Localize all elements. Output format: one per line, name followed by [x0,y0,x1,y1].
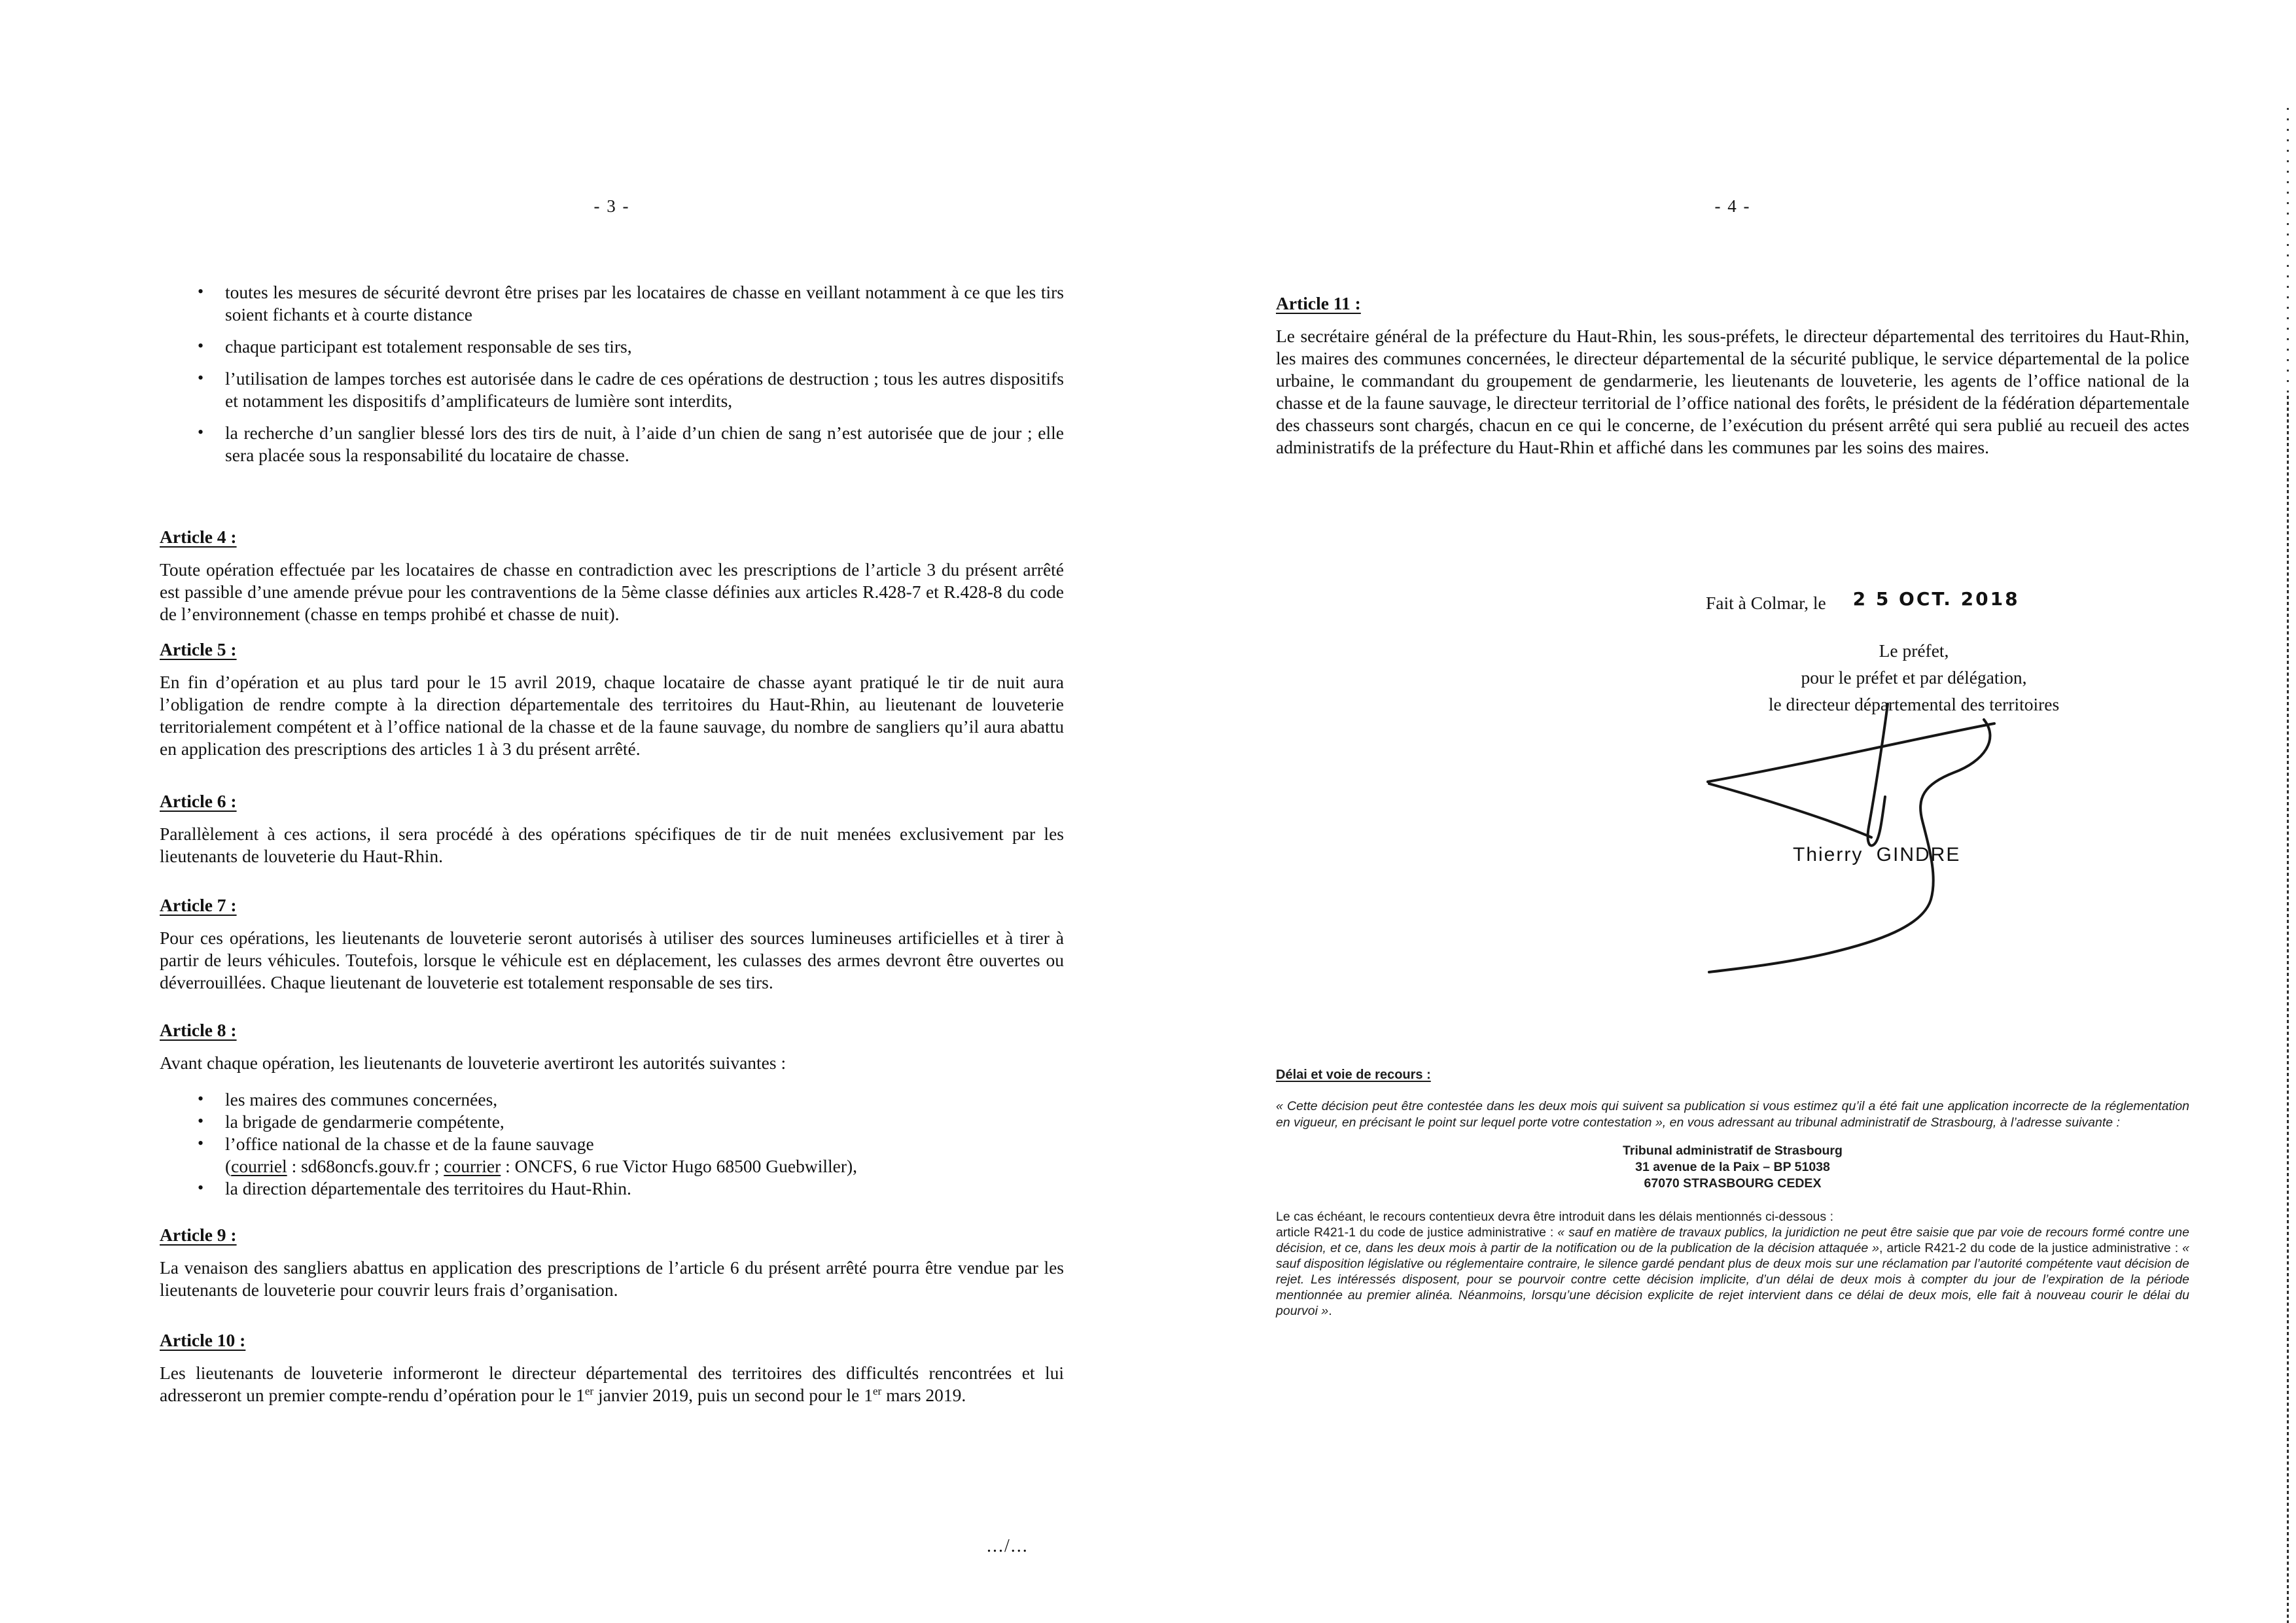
article-8-intro: Avant chaque opération, les lieutenants de louveterie avertiront les autorités suivantes : [160,1053,786,1073]
article-10 [160,1330,1064,1406]
scan-perforation-edge [2287,396,2289,1623]
list-item: • l’utilisation de lampes torches est autorisée dans le cadre de ces opérations de destruction ; tous les autres dispositifs et notamment les dispositifs d’amplificateurs de lumière sont interdits, [160,368,1064,412]
article-6-body: Parallèlement à ces actions, il sera procédé à des opérations spécifiques de tir de nuit menées exclusivement par les lieutenants de louveterie du Haut-Rhin. [160,824,1064,866]
article-5-title: Article 5 : [160,639,237,659]
capacity-line: le directeur départemental des territoires [1768,694,2060,714]
article-10-title: Article 10 : [160,1330,246,1350]
security-measures-list [160,281,1064,476]
list-item: • chaque participant est totalement responsable de ses tirs, [160,336,1064,358]
recours-deadline-intro: Le cas échéant, le recours contentieux devra être introduit dans les délais mentionnés ci-dessous : [1276,1210,1833,1224]
list-item: • les maires des communes concernées, [160,1089,1064,1111]
list-item: • toutes les mesures de sécurité devront être prises par les locataires de chasse en veillant notamment à ce que les tirs soient fichants et à courte distance [160,281,1064,326]
list-item: • la brigade de gendarmerie compétente, [160,1111,1064,1133]
article-8-title: Article 8 : [160,1020,237,1040]
article-5-body: En fin d’opération et au plus tard pour le 15 avril 2019, chaque locataire de chasse ayant pratiqué le tir de nuit aura l’obligation de rendre compte à la direction départementale des territoires du Haut-Rhin, au lieutenant de louveterie territorialement compétent et à l’office national de la chasse et de la faune sauvage, du nombre de sangliers qu’il aura abattu en application des prescriptions des articles 1 à 3 du présent arrêté. [160,672,1064,759]
continuation-mark: .../... [987,1536,1029,1556]
article-4 [160,527,1064,625]
article-9 [160,1225,1064,1301]
recours-heading: Délai et voie de recours : [1276,1068,1431,1082]
article-11 [1276,293,2189,459]
article-7-title: Article 7 : [160,895,237,915]
article-10-body: Les lieutenants de louveterie informeront le directeur départemental des territoires des difficultés rencontrées et lui adresseront un premier compte-rendu d’opération pour le 1er janvier 2019, puis un second pour le 1er mars 2019. [160,1363,1064,1405]
article-8-authorities-list [160,1089,1064,1200]
recours-deadline-text: article R421-1 du code de justice administrative : « sauf en matière de travaux publics, la juridiction ne peut être saisie que par voie de recours formé contre une décision, et ce, dans les deux mois à partir de la notification ou de la publication de la décision attaquée », article R421-2 du code de la justice administrative : « sauf disposition législative ou réglementaire contraire, le silence gardé pendant plus de deux mois sur une réclamation par l’autorité compétente vaut décision de rejet. Les intéressés disposent, pour se pourvoir contre cette décision implicite, d’un délai de deux mois à compter du jour de l’expiration de la période mentionnée au premier alinéa. Néanmoins, lorsqu’une décision explicite de rejet intervient dans ce délai de deux mois, elle fait à nouveau courir le délai du pourvoi ». [1276,1225,2189,1318]
address-line: 67070 STRASBOURG CEDEX [1644,1176,1822,1191]
article-4-body: Toute opération effectuée par les locataires de chasse en contradiction avec les prescriptions de l’article 3 du présent arrêté est passible d’une amende prévue pour les contraventions de la 5ème classe définies aux articles R.428-7 et R.428-8 du code de l’environnement (chasse en temps prohibé et chasse de nuit). [160,559,1064,624]
page-3-number: - 3 - [593,196,630,216]
recours-block [1276,1068,2189,1319]
address-line: 31 avenue de la Paix – BP 51038 [1635,1160,1830,1174]
courrier-label: courrier [444,1156,501,1176]
article-6-title: Article 6 : [160,791,237,811]
article-11-title: Article 11 : [1276,293,1361,313]
article-7-body: Pour ces opérations, les lieutenants de louveterie seront autorisés à utiliser des sources lumineuses artificielles et à tirer à partir de leurs véhicules. Toutefois, lorsque le véhicule est en déplacement, les culasses des armes devront être ouvertes ou déverrouillées. Chaque lieutenant de louveterie est totalement responsable de ses tirs. [160,928,1064,992]
article-5 [160,639,1064,760]
signature-scribble [1701,699,2002,980]
article-6 [160,791,1064,867]
oncfs-contact-line: (courriel : sd68oncfs.gouv.fr ; courrier : ONCFS, 6 rue Victor Hugo 68500 Guebwiller), [225,1156,858,1176]
list-item: • la direction départementale des territoires du Haut-Rhin. [160,1178,1064,1200]
article-11-body: Le secrétaire général de la préfecture du Haut-Rhin, les sous-préfets, le directeur départemental des territoires du Haut-Rhin, les maires des communes concernées, le directeur départemental de la sécurité publique, le service départemental de la police urbaine, le commandant du groupement de gendarmerie, les lieutenants de louveterie, les agents de l’office national de la chasse et de la faune sauvage, le directeur territorial de l’office national des forêts, le président de la fédération départementale des chasseurs sont chargés, chacun en ce qui le concerne, de l’exécution du présent arrêté qui sera publié au recueil des actes administratifs de la préfecture du Haut-Rhin et affiché dans les communes par les soins des maires. [1276,326,2189,457]
list-item: • l’office national de la chasse et de la faune sauvage (courriel : sd68oncfs.gouv.fr ; courrier : ONCFS, 6 rue Victor Hugo 68500 Guebwiller), [160,1133,1064,1178]
courriel-label: courriel [231,1156,287,1176]
capacity-line: pour le préfet et par délégation, [1801,667,2027,688]
article-4-title: Article 4 : [160,527,237,547]
place-date-line [1706,588,2020,614]
article-8 [160,1020,1064,1200]
recours-notice: « Cette décision peut être contestée dans les deux mois qui suivent sa publication si vous estimez qu’il a été fait une application incorrecte de la réglementation en vigueur, en précisant le point sur lequel porte votre contestation », en vous adressant au tribunal administratif de Strasbourg, à l’adresse suivante : [1276,1099,2189,1130]
signatory-name: Thierry GINDRE [1793,844,1961,865]
article-9-title: Article 9 : [160,1225,237,1245]
list-item: • la recherche d’un sanglier blessé lors des tirs de nuit, à l’aide d’un chien de sang n’est autorisée que de jour ; elle sera placée sous la responsabilité du locataire de chasse. [160,422,1064,466]
address-line: Tribunal administratif de Strasbourg [1623,1143,1843,1158]
scan-perforation-edge [2287,108,2289,396]
article-9-body: La venaison des sangliers abattus en application des prescriptions de l’article 6 du présent arrêté pourra être vendue par les lieutenants de louveterie pour couvrir leurs frais d’organisation. [160,1257,1064,1300]
date-stamp: 2 5 OCT. 2018 [1852,588,2020,610]
tribunal-address [1276,1143,2189,1192]
page-4-number: - 4 - [1714,196,1751,216]
article-7 [160,895,1064,994]
capacity-line: Le préfet, [1879,640,1949,661]
place-date-label: Fait à Colmar, le [1706,593,1826,613]
